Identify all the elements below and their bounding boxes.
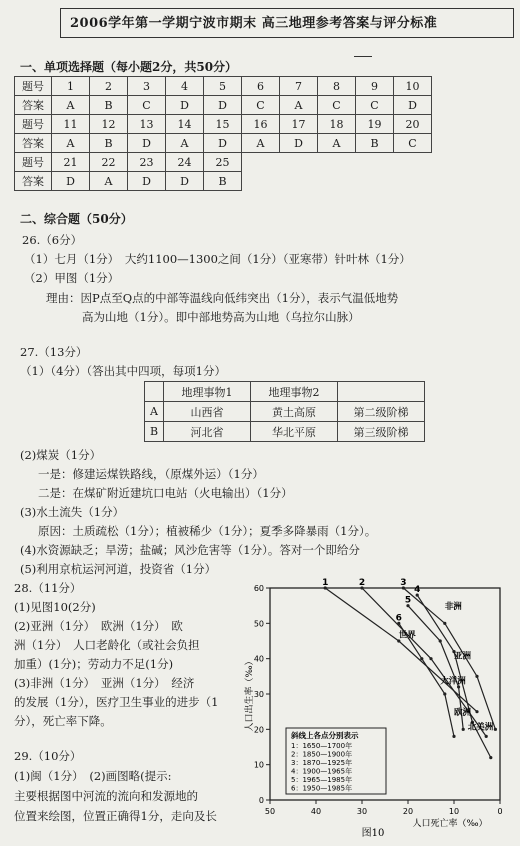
answer-cell: 20 — [394, 115, 432, 134]
answer-table-row — [15, 115, 432, 134]
y-tick-label: 20 — [253, 725, 264, 735]
legend-item: 2：1850—1900年 — [291, 750, 353, 759]
answer-cell: D — [128, 172, 166, 191]
answer-cell: 23 — [128, 153, 166, 172]
answer-cell: 8 — [318, 77, 356, 96]
series-label: 1 — [322, 578, 329, 588]
q27-table-cell: 华北平原 — [251, 422, 338, 442]
q29-line3: 位置来绘图，位置正确得1分，走向及长 — [14, 809, 217, 823]
answer-cell: D — [166, 96, 204, 115]
region-label: 亚洲 — [454, 651, 472, 662]
series-point — [439, 639, 442, 642]
answer-cell: 4 — [166, 77, 204, 96]
q27-table-cell: 地理事物2 — [251, 382, 338, 402]
answer-cell: 10 — [394, 77, 432, 96]
q27-table-row — [145, 402, 425, 422]
row-label: 答案 — [15, 96, 52, 115]
region-label: 非洲 — [444, 602, 462, 613]
q27-head: 27.（13分） — [20, 345, 88, 359]
q27-line3: 一是：修建运煤铁路线，（原煤外运）（1分） — [38, 467, 264, 481]
series-point — [462, 728, 465, 731]
answer-table-row — [15, 96, 432, 115]
answer-cell: D — [204, 96, 242, 115]
series-point — [489, 756, 492, 759]
series-label: 5 — [404, 595, 412, 606]
legend-item: 3：1870—1925年 — [291, 759, 353, 767]
answer-cell: 9 — [356, 77, 394, 96]
q27-table — [144, 381, 425, 442]
q27-line5: (3)水土流失（1分） — [20, 505, 125, 519]
answer-cell: A — [90, 172, 128, 191]
answer-table-row — [15, 172, 432, 191]
answer-cell: A — [166, 134, 204, 153]
q27-table-cell: 第三级阶梯 — [338, 422, 425, 442]
answer-cell: 5 — [204, 77, 242, 96]
answer-table-row — [15, 134, 432, 153]
q27-line4: 二是：在煤矿附近建坑口电站（火电输出）（1分） — [38, 486, 293, 500]
series-label: 6 — [395, 613, 402, 624]
series-point — [443, 622, 446, 625]
q27-table-cell: 山西省 — [164, 402, 251, 422]
answer-cell: D — [394, 96, 432, 115]
row-label: 答案 — [15, 134, 52, 153]
series-point — [475, 675, 478, 678]
q27-line1: （1）（4分）（答出其中四项，每项1分） — [20, 364, 226, 378]
series-label: 2 — [358, 578, 366, 588]
answer-cell: 22 — [90, 153, 128, 172]
x-tick-label: 0 — [497, 807, 503, 816]
q27-table-cell: 河北省 — [164, 422, 251, 442]
answer-cell: 21 — [52, 153, 90, 172]
q26-line2: （2）甲图（1分） — [24, 271, 120, 285]
q27-table-cell: 地理事物1 — [164, 382, 251, 402]
answer-cell: B — [90, 134, 128, 153]
q27-table-row — [145, 382, 425, 402]
answer-cell: 24 — [166, 153, 204, 172]
answer-cell: 6 — [242, 77, 280, 96]
x-tick-label: 50 — [264, 807, 276, 816]
section2-title: 二、综合题（50分） — [20, 212, 133, 226]
answer-cell: 14 — [166, 115, 204, 134]
y-tick-label: 0 — [258, 796, 264, 805]
row-label: 答案 — [15, 172, 52, 191]
answer-cell: 1 — [52, 77, 90, 96]
series-point — [452, 735, 455, 738]
q26-head: 26.（6分） — [22, 233, 83, 247]
x-tick-label: 40 — [310, 807, 322, 816]
q26-line4: 高为山地（1分）。即中部地势高为山地（乌拉尔山脉） — [82, 310, 360, 324]
series-point — [494, 728, 497, 731]
answer-cell: A — [242, 134, 280, 153]
q28-line6: 的发展（1分），医疗卫生事业的进步（1 — [14, 695, 219, 709]
answer-cell: C — [242, 96, 280, 115]
legend-item: 6：1950—1985年 — [291, 784, 353, 793]
answer-cell: D — [280, 134, 318, 153]
row-label: 题号 — [15, 77, 52, 96]
y-axis-label: 人口出生率（‰） — [245, 656, 255, 732]
mark-line — [354, 56, 372, 57]
answer-cell: 16 — [242, 115, 280, 134]
q28-line4: 加重）(1分)；劳动力不足(1分) — [14, 657, 174, 671]
answer-cell: C — [318, 96, 356, 115]
y-tick-label: 30 — [253, 690, 264, 699]
q27-table-cell: 第二级阶梯 — [338, 402, 425, 422]
page-title: 2006学年第一学期宁波市期末 高三地理参考答案与评分标准 — [70, 16, 438, 31]
answer-cell: D — [128, 134, 166, 153]
legend-title: 斜线上各点分别表示 — [291, 731, 359, 740]
answer-cell: A — [52, 96, 90, 115]
series-point — [485, 735, 488, 738]
answer-cell: C — [394, 134, 432, 153]
region-label: 大洋洲 — [440, 676, 466, 687]
answer-cell: 3 — [128, 77, 166, 96]
answer-cell: 2 — [90, 77, 128, 96]
answer-cell: A — [318, 134, 356, 153]
chart-caption: 图10 — [361, 828, 385, 839]
q27-table-cell — [338, 382, 425, 402]
answer-table-row — [15, 77, 432, 96]
figure-10-chart — [238, 578, 514, 840]
q26-line3: 理由：因P点至Q点的中部等温线向低纬突出（1分），表示气温低地势 — [46, 291, 399, 305]
q28-head: 28.（11分） — [14, 581, 82, 595]
answer-cell: 18 — [318, 115, 356, 134]
q27-line7: (4)水资源缺乏；旱涝；盐碱；风沙危害等（1分）。答对一个即给分 — [20, 543, 360, 557]
region-label: 世界 — [398, 630, 416, 641]
series-point — [475, 710, 478, 713]
row-label: 题号 — [15, 115, 52, 134]
q26-line1: （1）七月（1分） 大约1100—1300之间（1分）（亚寒带）针叶林（1分） — [24, 252, 411, 266]
answer-cell: 15 — [204, 115, 242, 134]
x-tick-label: 20 — [402, 807, 414, 816]
q27-table-cell: 黄土高原 — [251, 402, 338, 422]
answer-cell: B — [356, 134, 394, 153]
answer-cell: D — [166, 172, 204, 191]
series-point — [420, 657, 423, 660]
row-label: 题号 — [15, 153, 52, 172]
q27-table-cell — [145, 382, 164, 402]
answer-cell: 7 — [280, 77, 318, 96]
q29-line1: (1)闽（1分） (2)画图略(提示: — [14, 769, 172, 783]
q27-table-row — [145, 422, 425, 442]
y-tick-label: 40 — [253, 654, 264, 664]
q28-line3: 洲（1分） 人口老龄化（或社会负担 — [14, 638, 200, 652]
answer-cell: 12 — [90, 115, 128, 134]
q27-line6: 原因：土质疏松（1分）；植被稀少（1分）；夏季多降暴雨（1分）。 — [38, 524, 377, 538]
q27-table-cell: A — [145, 402, 164, 422]
legend-item: 1：1650—1700年 — [291, 742, 353, 750]
series-label: 4 — [414, 585, 421, 596]
q28-line2: (2)亚洲（1分） 欧洲（1分） 欧 — [14, 619, 183, 633]
section1-title: 一、单项选择题（每小题2分，共50分） — [20, 60, 238, 74]
q29-head: 29.（10分） — [14, 749, 82, 763]
q28-line1: (1)见图10(2分) — [14, 600, 96, 614]
q28-line5: (3)非洲（1分） 亚洲（1分） 经济 — [14, 676, 195, 690]
answer-cell: A — [280, 96, 318, 115]
answer-cell: D — [52, 172, 90, 191]
region-label: 北美洲 — [467, 722, 494, 733]
q29-line2: 主要根据图中河流的流向和发源地的 — [14, 789, 198, 803]
answer-cell: B — [204, 172, 242, 191]
answer-cell: B — [90, 96, 128, 115]
series-point — [443, 692, 446, 695]
answer-cell: 13 — [128, 115, 166, 134]
legend-item: 4：1900—1965年 — [291, 767, 353, 776]
q27-line8: (5)利用京杭运河河道，投资省（1分） — [20, 562, 217, 576]
q27-table-cell: B — [145, 422, 164, 442]
x-tick-label: 30 — [356, 807, 368, 816]
answer-cell: C — [356, 96, 394, 115]
answer-cell: 25 — [204, 153, 242, 172]
series-point — [429, 657, 432, 660]
q28-line7: 分），死亡率下降。 — [14, 714, 112, 728]
series-label: 3 — [400, 578, 407, 588]
y-tick-label: 10 — [253, 760, 264, 770]
answer-cell: 11 — [52, 115, 90, 134]
region-label: 欧洲 — [454, 708, 472, 719]
answer-table-row — [15, 153, 432, 172]
x-axis-label: 人口死亡率（‰） — [412, 819, 488, 829]
legend-item: 5：1965—1985年 — [291, 776, 353, 784]
answer-table — [14, 76, 432, 191]
y-tick-label: 60 — [253, 584, 264, 593]
x-tick-label: 10 — [448, 807, 460, 816]
answer-cell: C — [128, 96, 166, 115]
y-tick-label: 50 — [253, 619, 264, 629]
answer-cell: 19 — [356, 115, 394, 134]
answer-cell: D — [204, 134, 242, 153]
answer-cell: 17 — [280, 115, 318, 134]
answer-cell: A — [52, 134, 90, 153]
q27-line2: (2)煤炭（1分） — [20, 448, 102, 462]
